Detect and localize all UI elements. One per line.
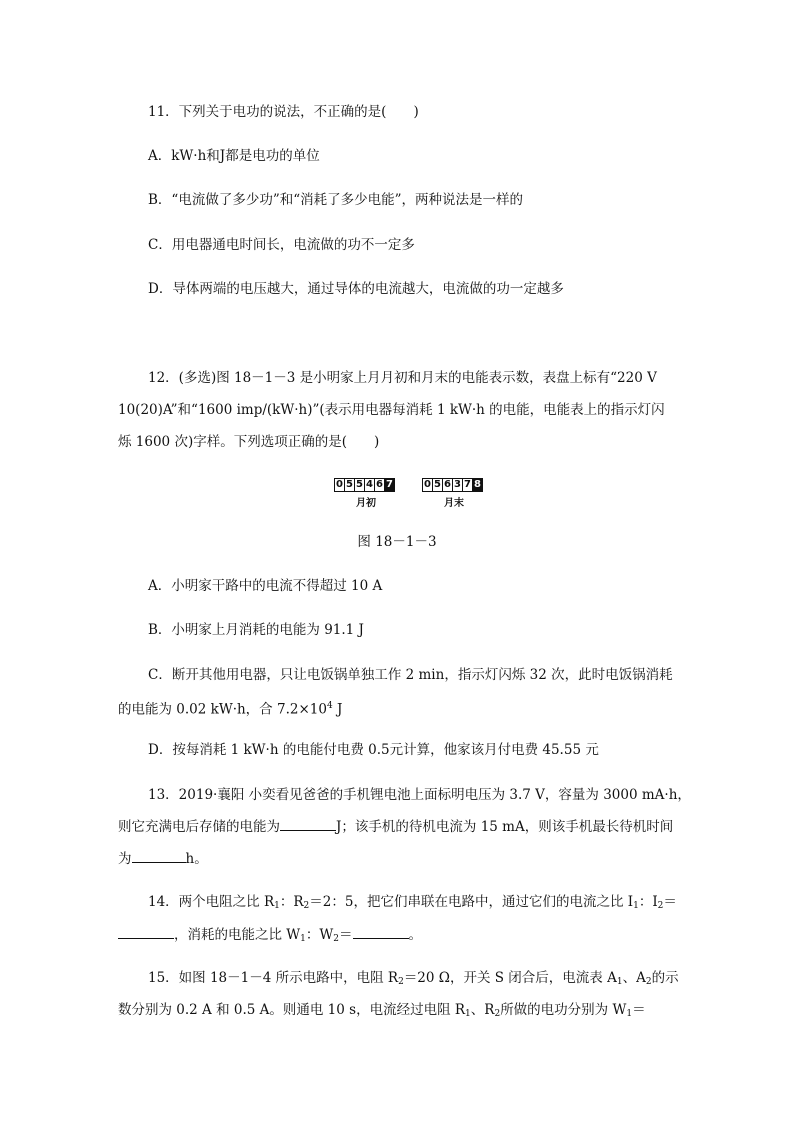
q14-line2: [118, 924, 422, 949]
subscript: 1: [616, 977, 623, 987]
meter-end-digit: 7: [462, 478, 473, 492]
q12-option-a: A．小明家干路中的电流不得超过 10 A: [148, 578, 383, 594]
text-segment: 数分别为 0.2 A 和 0.5 A。则通电 10 s，电流经过电阻 R: [118, 1002, 466, 1018]
text-segment: 的示: [651, 970, 679, 986]
meter-end-digit: 6: [442, 478, 453, 492]
meter-end-digit: 3: [452, 478, 463, 492]
q15-line2: [118, 1000, 646, 1024]
text-segment: ＝: [339, 927, 353, 943]
subscript: 1: [626, 1009, 633, 1019]
text-segment: J: [332, 701, 343, 718]
meter-start-digit: 0: [334, 478, 345, 492]
meter-start-digit: 7: [384, 478, 395, 492]
meter-start-label: 月初: [356, 498, 376, 509]
q14-line1: [148, 892, 677, 916]
text-segment: 的电能为 0.02 kW·h，合 7.2×10: [118, 701, 327, 718]
meter-start-digit: 5: [354, 478, 365, 492]
q11-option-b: B．“电流做了多少功”和“消耗了多少电能”，两种说法是一样的: [148, 192, 524, 208]
q13-line2: [118, 816, 673, 837]
meter-end-label: 月末: [444, 498, 464, 509]
meter-end-digit: 5: [432, 478, 443, 492]
superscript: 4: [326, 701, 333, 711]
text-segment: 。: [408, 927, 423, 943]
q13-line1: 13．2019·襄阳 小奕看见爸爸的手机锂电池上面标明电压为 3.7 V，容量为 3000 mA·h，: [148, 787, 691, 803]
meter-figure: [334, 478, 504, 508]
answer-blank[interactable]: [118, 924, 174, 939]
subscript: 2: [333, 934, 340, 944]
q11-option-d: D．导体两端的电压越大，通过导体的电流越大，电流做的功一定越多: [148, 281, 564, 297]
subscript: 1: [300, 934, 306, 944]
answer-blank[interactable]: [353, 924, 409, 939]
q12-option-d: D．按每消耗 1 kW·h 的电能付电费 0.5元计算，他家该月付电费 45.55 元: [148, 742, 599, 758]
text-segment: h。: [185, 851, 208, 867]
text-segment: ，消耗的电能之比 W: [174, 927, 301, 943]
text-segment: 14．两个电阻之比 R: [148, 894, 275, 910]
text-segment: J；该手机的待机电流为 15 mA，则该手机最长待机时间: [336, 819, 674, 835]
text-segment: ＝: [632, 1002, 646, 1018]
subscript: 1: [633, 901, 639, 911]
text-segment: 、R: [470, 1002, 495, 1018]
meter-end-digit: 0: [422, 478, 433, 492]
subscript: 2: [303, 901, 310, 911]
q13-line3: [118, 848, 208, 869]
q15-line1: [148, 968, 679, 992]
text-segment: ＝2：5，把它们串联在电路中，通过它们的电流之比 I: [309, 894, 634, 910]
text-segment: 为: [118, 851, 132, 867]
subscript: 2: [494, 1009, 501, 1019]
subscript: 1: [274, 901, 280, 911]
text-segment: ：W: [305, 927, 334, 943]
subscript: 2: [657, 901, 664, 911]
answer-blank[interactable]: [280, 816, 336, 831]
meter-start-digit: 5: [344, 478, 355, 492]
figure-caption: 图 18－1－3: [357, 534, 437, 550]
text-segment: ：R: [279, 894, 304, 910]
text-segment: 15．如图 18－1－4 所示电路中，电阻 R: [148, 970, 399, 986]
meter-start-digit: 4: [364, 478, 375, 492]
text-segment: ＝20 Ω，开关 S 闭合后，电流表 A: [403, 970, 617, 986]
text-segment: ＝: [663, 894, 677, 910]
text-segment: 、A: [622, 970, 646, 986]
subscript: 2: [398, 977, 404, 987]
q12-option-b: B．小明家上月消耗的电能为 91.1 J: [148, 622, 364, 638]
q12-stem-line1: 12．(多选)图 18－1－3 是小明家上月月初和月末的电能表示数，表盘上标有“220 V: [148, 370, 657, 386]
subscript: 2: [645, 977, 652, 987]
text-segment: 则它充满电后存储的电能为: [118, 819, 280, 835]
q11-option-a: A．kW·h和J都是电功的单位: [148, 148, 320, 164]
meter-end-digit: 8: [472, 478, 483, 492]
q12-option-c-line1: C．断开其他用电器，只让电饭锅单独工作 2 min，指示灯闪烁 32 次，此时电饭锅消耗: [148, 667, 673, 683]
meter-end: [422, 478, 482, 492]
text-segment: ：I: [638, 894, 658, 910]
text-segment: 所做的电功分别为 W: [500, 1002, 627, 1018]
q11-stem: 11．下列关于电功的说法，不正确的是( ): [148, 104, 419, 120]
q12-stem-line3: 烁 1600 次)字样。下列选项正确的是( ): [118, 434, 380, 450]
subscript: 1: [465, 1009, 471, 1019]
q12-stem-line2: 10(20)A”和“1600 imp/(kW·h)”(表示用电器每消耗 1 kW·h 的电能，电能表上的指示灯闪: [118, 402, 665, 418]
q12-option-c-line2: [118, 696, 342, 720]
meter-start: [334, 478, 394, 492]
answer-blank[interactable]: [132, 848, 186, 863]
q11-option-c: C．用电器通电时间长，电流做的功不一定多: [148, 237, 415, 253]
meter-start-digit: 6: [374, 478, 385, 492]
